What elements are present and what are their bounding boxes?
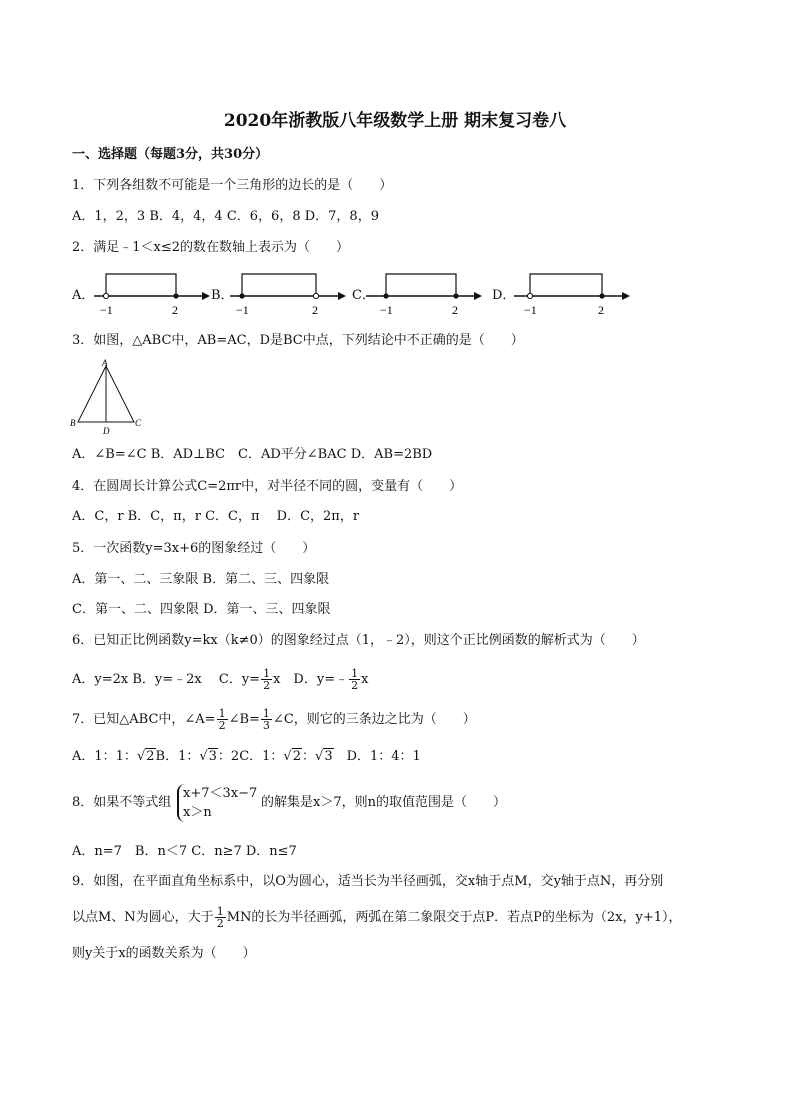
sqrt-2: √2 [283, 749, 301, 764]
tick-label-pos: 2 [172, 303, 178, 317]
tick-label-pos: 2 [598, 303, 604, 317]
tick-label-neg: −1 [380, 303, 393, 317]
vertex-c-label: C [135, 418, 142, 428]
triangle-figure [68, 358, 144, 438]
inequality-1: x+7＜3x−7 [183, 786, 258, 801]
tick-label-pos: 2 [452, 303, 458, 317]
sqrt-2: √2 [136, 749, 155, 764]
page-title: 2020年浙教版八年级数学上册 期末复习卷八 [223, 111, 567, 131]
question-9-line-3: 则y关于x的函数关系为（ ） [72, 946, 256, 961]
question-5-stem: 5．一次函数y=3x+6的图象经过（ ） [72, 541, 316, 556]
number-line-d [512, 268, 630, 320]
question-3-stem: 3．如图，△ABC中，AB=AC，D是BC中点，下列结论中不正确的是（ ） [72, 333, 524, 348]
tick-label-neg: −1 [524, 303, 537, 317]
fraction-half: $\frac{1}{2}$ [218, 707, 226, 732]
inequality-system [177, 784, 257, 822]
option-a-label: A． [72, 288, 95, 303]
question-7-part-2: ∠B= [228, 712, 260, 727]
option-b-label: B． [211, 288, 234, 303]
question-8-options: A．n=7 B．n＜7 C．n≥7 D．n≤7 [72, 844, 297, 859]
tick-label-neg: −1 [236, 303, 249, 317]
vertex-a-label: A [102, 358, 108, 368]
question-5-options-1: A．第一、二、三象限 B．第二、三、四象限 [72, 572, 330, 587]
question-2-stem: 2．满足﹣1＜x≤2的数在数轴上表示为（ ） [72, 240, 350, 255]
ratio-colon: ： [302, 749, 316, 764]
option-d-label: D． [492, 288, 516, 303]
option-c: ：2C．1： [217, 749, 284, 764]
section-heading: 一、选择题（每题3分，共30分） [72, 147, 269, 162]
question-7-part-3: ∠C，则它的三条边之比为（ ） [272, 712, 476, 727]
question-5-options-2: C．第一、二、四象限 D．第一、三、四象限 [72, 602, 331, 617]
variable-x: x [361, 672, 369, 687]
sqrt-3: √3 [199, 749, 217, 764]
question-7-part-1: 7．已知△ABC中，∠A= [72, 712, 216, 727]
question-7-options [72, 748, 421, 766]
question-7-stem [72, 708, 476, 732]
question-6-options [72, 668, 368, 692]
question-1-options: A．1，2，3 B．4，4，4 C．6，6，8 D．7，8，9 [72, 209, 379, 224]
question-6-option-d: D．y=﹣ [280, 672, 349, 687]
question-1-stem: 1．下列各组数不可能是一个三角形的边长的是（ ） [72, 178, 393, 193]
question-6-stem: 6．已知正比例函数y=kx（k≠0）的图象经过点（1，﹣2），则这个正比例函数的解析式为（ ） [72, 633, 645, 648]
fraction-third: $\frac{1}{3}$ [262, 707, 270, 732]
number-line-c [364, 268, 482, 320]
question-4-stem: 4．在圆周长计算公式C=2πr中，对半径不同的圆，变量有（ ） [72, 479, 463, 494]
fraction-half: $\frac{1}{2}$ [263, 667, 271, 692]
point-d-label: D [103, 426, 110, 436]
question-6-options-ab: A．y=2x B．y=﹣2x C．y= [72, 672, 261, 687]
question-9-line-1: 9．如图，在平面直角坐标系中，以O为圆心，适当长为半径画弧，交x轴于点M，交y轴于点N，再分别 [72, 874, 664, 889]
question-4-options: A．C，r B．C，π，r C．C，π D．C，2π，r [72, 509, 360, 524]
option-c-label: C． [352, 288, 375, 303]
fraction-half: $\frac{1}{2}$ [216, 905, 224, 930]
question-8-lead: 8．如果不等式组 [72, 795, 172, 810]
inequality-2: x＞n [183, 805, 212, 820]
option-d: D．1：4：1 [333, 749, 421, 764]
vertex-b-label: B [70, 418, 76, 428]
tick-label-neg: −1 [100, 303, 113, 317]
option-b: B．1： [155, 749, 200, 764]
question-9-line-2a: 以点M、N为圆心，大于 [72, 910, 214, 925]
fraction-half: $\frac{1}{2}$ [351, 667, 359, 692]
number-line-b [228, 268, 346, 320]
sqrt-3: √3 [315, 749, 333, 764]
question-9-line-2 [72, 906, 681, 930]
tick-label-pos: 2 [312, 303, 318, 317]
number-line-a [92, 268, 210, 320]
option-a: A．1：1： [72, 749, 137, 764]
question-3-options: A．∠B=∠C B．AD⊥BC C．AD平分∠BAC D．AB=2BD [72, 447, 433, 462]
variable-x: x [273, 672, 281, 687]
question-8-tail: 的解集是x＞7，则n的取值范围是（ ） [261, 795, 506, 810]
question-9-line-2b: MN的长为半径画弧，两弧在第二象限交于点P．若点P的坐标为（2x，y+1）， [226, 910, 682, 925]
